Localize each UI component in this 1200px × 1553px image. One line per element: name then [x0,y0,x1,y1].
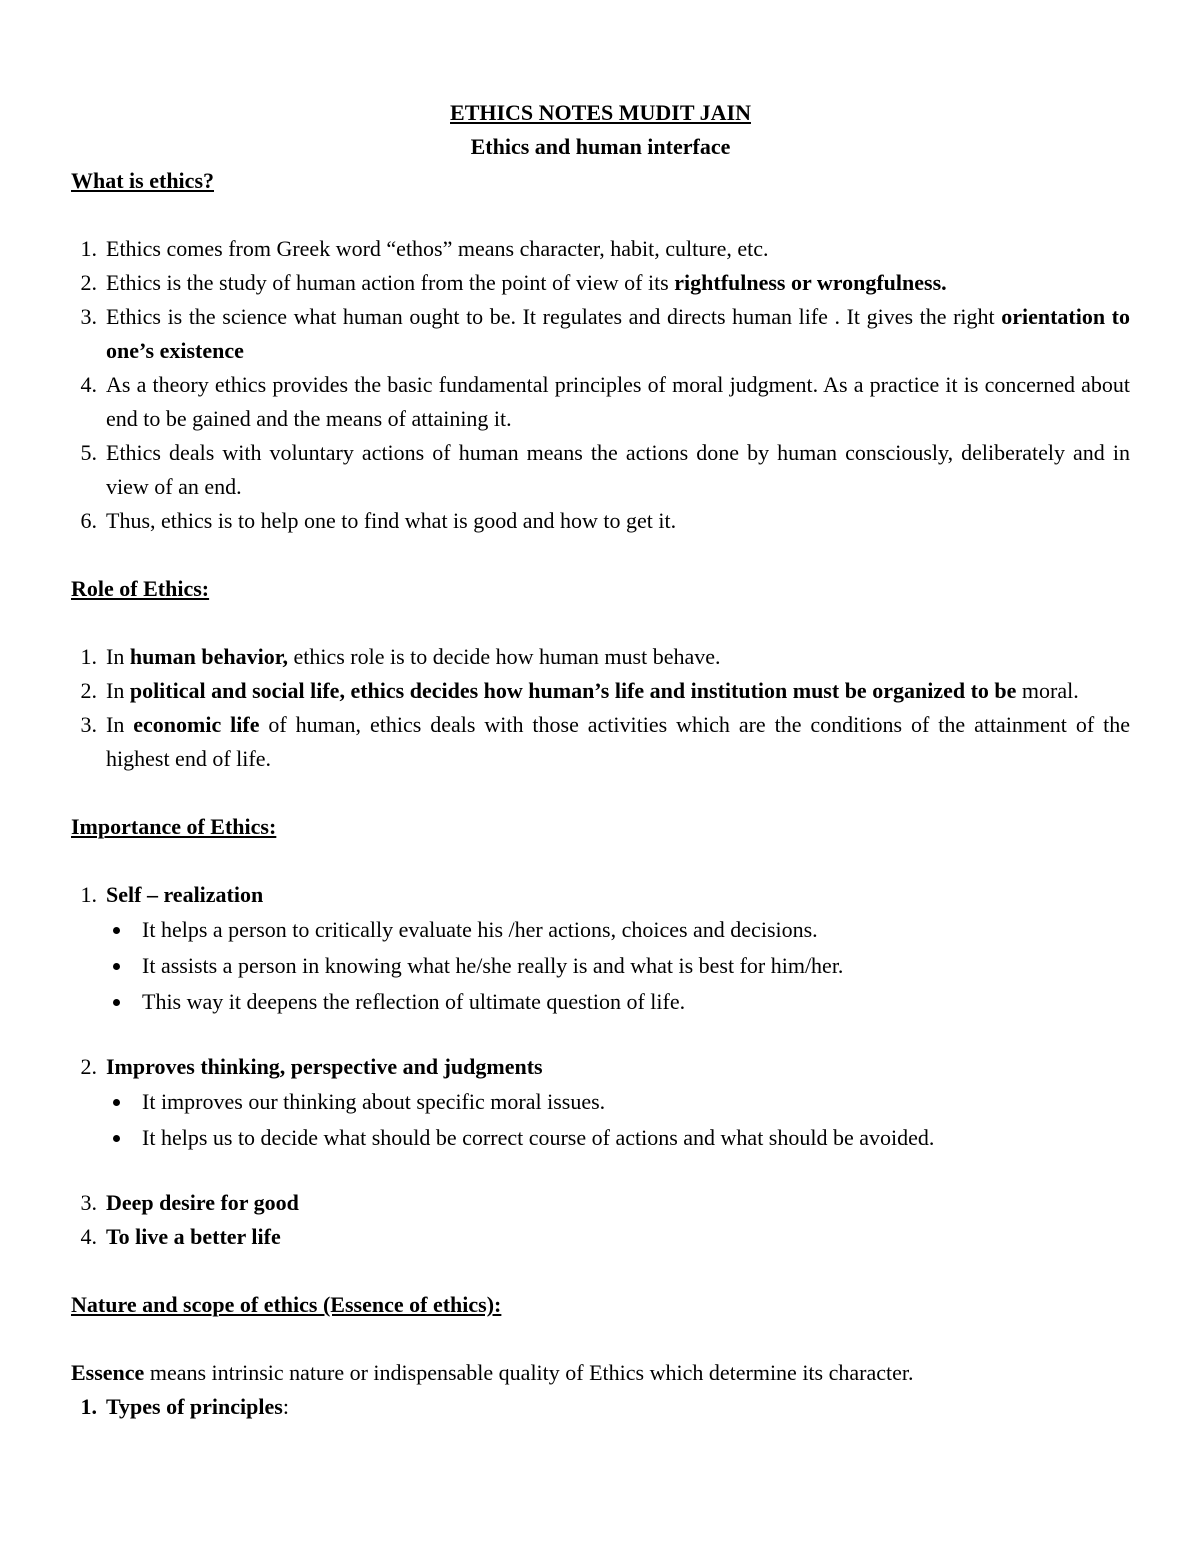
section-heading-what-is-ethics: What is ethics? [71,168,214,193]
item-bold-text: economic life [133,712,260,737]
item-number: 6. [80,508,97,533]
item-number: 3. [80,304,97,329]
list-item [71,504,1130,538]
item-text: : [282,1394,289,1419]
item-text: Ethics is the science what human ought to be. It regulates and directs human life . It gives the right [106,304,1002,329]
list-item [71,1186,1130,1220]
bullet-icon [113,963,120,970]
list-item [71,266,1130,300]
essence-text: means intrinsic nature or indispensable quality of Ethics which determine its character. [144,1360,914,1385]
item-bold-text: rightfulness or wrongfulness. [674,270,947,295]
bullet-icon [113,999,120,1006]
document-subtitle: Ethics and human interface [470,134,731,159]
item-number: 2. [80,1054,97,1079]
item-text: Thus, ethics is to help one to find what is good and how to get it. [106,508,677,533]
essence-bold-text: Essence [71,1360,145,1385]
bullet-list [71,912,1130,1020]
bullet-text: It helps a person to critically evaluate his /her actions, choices and decisions. [142,917,818,942]
list-item [71,640,1130,674]
item-number: 3. [80,1190,97,1215]
bullet-text: It helps us to decide what should be correct course of actions and what should be avoided. [142,1125,935,1150]
list-item [71,232,1130,266]
bullet-icon [113,927,120,934]
item-number: 1. [80,1394,97,1419]
item-number: 1. [80,236,97,261]
item-bold-text: orientation to one’s existence [106,304,1130,363]
item-label: Self – realization [106,882,264,907]
item-number: 3. [80,712,97,737]
item-text: moral. [1016,678,1079,703]
item-bold-text: human behavior, [129,644,288,669]
item-number: 2. [80,270,97,295]
bullet-list [71,1084,1130,1156]
item-number: 1. [80,882,97,907]
item-text: Ethics deals with voluntary actions of human means the actions done by human consciously, deliberately and in view of an end. [106,440,1130,499]
list-item [71,1050,1130,1084]
item-text: of human, ethics deals with those activities which are the conditions of the attainment of the highest end of life. [106,712,1130,771]
item-number: 5. [80,440,97,465]
item-number: 4. [80,1224,97,1249]
item-number: 4. [80,372,97,397]
document-page [71,96,1130,1424]
list-item [71,708,1130,776]
list-item [71,436,1130,504]
bullet-item [71,912,1130,948]
item-label: Deep desire for good [106,1190,299,1215]
item-text: Ethics is the study of human action from the point of view of its [106,270,675,295]
section-heading-importance-of-ethics: Importance of Ethics: [71,814,277,839]
bullet-text: This way it deepens the reflection of ultimate question of life. [142,989,686,1014]
list-item [71,878,1130,912]
item-text: As a theory ethics provides the basic fundamental principles of moral judgment. As a practice it is concerned about end to be gained and the means of attaining it. [106,372,1130,431]
list-item [71,368,1130,436]
section-heading-nature-and-scope: Nature and scope of ethics (Essence of ethics): [71,1292,502,1317]
item-label: Improves thinking, perspective and judgments [106,1054,543,1079]
essence-paragraph [71,1356,1130,1390]
list-item [71,300,1130,368]
bullet-text: It assists a person in knowing what he/she really is and what is best for him/her. [142,953,844,978]
bullet-icon [113,1135,120,1142]
item-text: In [106,678,130,703]
importance-list [71,878,1130,1254]
list-item [71,1390,1130,1424]
what-is-ethics-list [71,232,1130,538]
item-number: 2. [80,678,97,703]
section-heading-role-of-ethics: Role of Ethics: [71,576,210,601]
bullet-item [71,948,1130,984]
item-text: ethics role is to decide how human must behave. [287,644,721,669]
item-text: Ethics comes from Greek word “ethos” means character, habit, culture, etc. [106,236,769,261]
bullet-icon [113,1099,120,1106]
item-bold-text: Types of principles [106,1394,283,1419]
bullet-text: It improves our thinking about specific moral issues. [142,1089,606,1114]
item-bold-text: political and social life, ethics decides how human’s life and institution must be organized to be [129,678,1017,703]
list-item [71,1220,1130,1254]
role-of-ethics-list [71,640,1130,776]
list-item [71,674,1130,708]
item-label: To live a better life [106,1224,281,1249]
item-text: In [106,644,130,669]
bullet-item [71,984,1130,1020]
item-text: In [106,712,134,737]
bullet-item [71,1084,1130,1120]
item-number: 1. [80,644,97,669]
document-title: ETHICS NOTES MUDIT JAIN [450,100,751,125]
bullet-item [71,1120,1130,1156]
